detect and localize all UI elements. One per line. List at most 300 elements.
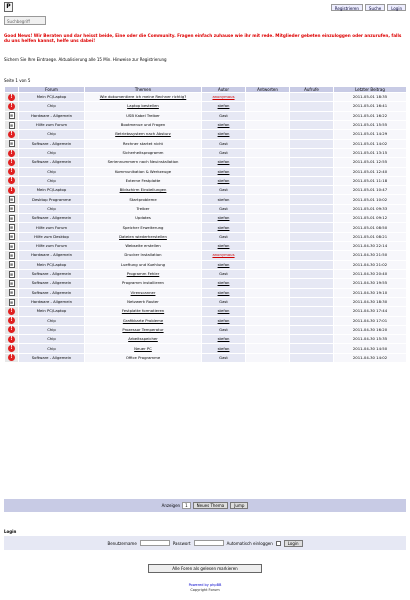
last-post-cell[interactable]: 2011-04-30 22:14 [334, 242, 407, 251]
author-link[interactable]: Gast [219, 271, 228, 277]
author-link[interactable]: stefan [217, 317, 230, 323]
author-link[interactable]: Gast [219, 299, 228, 305]
topic-link[interactable]: Startprobleme [129, 196, 157, 202]
forum-link[interactable]: Chip [47, 336, 56, 342]
author-cell[interactable] [202, 325, 246, 334]
topic-link[interactable]: Updates [135, 215, 151, 221]
last-post-cell[interactable]: 2011-04-30 14:50 [334, 344, 407, 353]
last-post-cell[interactable]: 2011-05-01 14:02 [334, 139, 407, 148]
top-navigation [331, 4, 406, 11]
topic-cell[interactable] [85, 130, 202, 139]
author-cell[interactable] [202, 353, 246, 362]
forum-link[interactable]: Mein PC/Laptop [36, 94, 67, 100]
topic-cell[interactable] [85, 335, 202, 344]
topic-cell[interactable] [85, 186, 202, 195]
last-post-cell[interactable]: 2011-05-01 08:50 [334, 223, 407, 232]
answers-cell [246, 130, 290, 139]
hot-topic-icon: ! [8, 345, 15, 352]
author-link[interactable]: stefan [217, 131, 230, 137]
forum-cell[interactable] [19, 251, 85, 260]
topic-cell[interactable] [85, 232, 202, 241]
hot-topic-icon: ! [8, 159, 15, 166]
author-cell[interactable] [202, 307, 246, 316]
views-cell [290, 176, 334, 185]
forum-logo[interactable]: P [4, 2, 13, 12]
author-cell[interactable] [202, 130, 246, 139]
forum-link[interactable]: Software - Allgemein [31, 215, 72, 221]
answers-cell [246, 111, 290, 120]
row-icon-cell [5, 102, 19, 111]
jump-button[interactable]: Jump [230, 502, 248, 509]
forum-cell[interactable] [19, 102, 85, 111]
forum-link[interactable]: Software - Allgemein [31, 289, 72, 295]
author-link[interactable]: Gast [219, 326, 228, 332]
last-post-cell[interactable]: 2011-05-01 11:18 [334, 176, 407, 185]
author-link[interactable]: stefan [217, 168, 230, 174]
topic-link[interactable]: Sicherheitsprogramm [122, 150, 164, 156]
author-link[interactable]: Gast [219, 354, 228, 360]
password-label: Passwort [172, 540, 191, 546]
topic-link[interactable]: Bootmenue und Fragen [120, 122, 166, 128]
table-row [5, 195, 407, 204]
topic-link[interactable]: Lueftung und Kuehlung [120, 261, 166, 267]
topic-cell[interactable] [85, 223, 202, 232]
row-icon-cell [5, 139, 19, 148]
topic-cell[interactable] [85, 120, 202, 129]
register-link[interactable]: Registrieren [331, 4, 363, 11]
last-post-cell[interactable]: 2011-05-01 14:29 [334, 130, 407, 139]
views-cell [290, 232, 334, 241]
author-cell[interactable] [202, 176, 246, 185]
views-cell [290, 120, 334, 129]
row-icon-cell [5, 260, 19, 269]
forum-cell[interactable] [19, 260, 85, 269]
topic-link[interactable]: Rechner startet nicht [122, 140, 164, 146]
author-cell[interactable] [202, 269, 246, 278]
table-row [5, 260, 407, 269]
answers-cell [246, 297, 290, 306]
author-cell[interactable] [202, 102, 246, 111]
forum-link[interactable]: Chip [47, 103, 56, 109]
author-cell[interactable] [202, 223, 246, 232]
author-link[interactable]: stefan [217, 261, 230, 267]
pagination[interactable]: Seite 1 von 5 [4, 78, 31, 83]
row-icon-cell [5, 186, 19, 195]
author-link[interactable]: stefan [217, 308, 230, 314]
forum-cell[interactable] [19, 335, 85, 344]
topic-cell[interactable] [85, 307, 202, 316]
forum-link[interactable]: Chip [47, 150, 56, 156]
notice-text: Good News! Wir Beraten und dar heisst beide, Eine oder die Community. Fragen einfach zuhause wie ihr mit rede. Mitglieder gebeten einzuloggen oder anzurufen, falls du uns helfen kannst, helfe uns dabei! [4, 33, 402, 43]
forum-cell[interactable] [19, 139, 85, 148]
forum-link[interactable]: Hardware - Allgemein [30, 112, 73, 118]
row-icon-cell [5, 353, 19, 362]
row-icon-cell [5, 158, 19, 167]
topic-cell[interactable] [85, 297, 202, 306]
last-post-cell[interactable]: 2011-04-30 16:20 [334, 325, 407, 334]
new-topic-button[interactable]: Neues Thema [193, 502, 229, 509]
answers-cell [246, 232, 290, 241]
answers-cell [246, 186, 290, 195]
last-post-cell[interactable]: 2011-05-01 10:02 [334, 195, 407, 204]
views-cell [290, 297, 334, 306]
document-icon: ≡ [9, 225, 14, 231]
views-cell [290, 269, 334, 278]
forum-cell[interactable] [19, 269, 85, 278]
forum-link[interactable]: Hilfe zum Forum [35, 122, 68, 128]
table-row [5, 307, 407, 316]
answers-cell [246, 251, 290, 260]
author-link[interactable]: stefan [217, 224, 230, 230]
table-row [5, 232, 407, 241]
topic-cell[interactable] [85, 158, 202, 167]
col-author: Autor [202, 87, 246, 93]
forum-link[interactable]: Mein PC/Laptop [36, 308, 67, 314]
answers-cell [246, 93, 290, 102]
last-post-cell[interactable]: 2011-05-01 15:55 [334, 120, 407, 129]
author-cell[interactable] [202, 139, 246, 148]
document-icon: ≡ [9, 290, 14, 296]
table-row [5, 242, 407, 251]
views-cell [290, 223, 334, 232]
topic-cell[interactable] [85, 251, 202, 260]
author-cell[interactable] [202, 335, 246, 344]
author-link[interactable]: anonymous [212, 252, 235, 258]
forum-link[interactable]: Mein PC/Laptop [36, 261, 67, 267]
author-cell[interactable] [202, 93, 246, 102]
table-row [5, 269, 407, 278]
author-cell[interactable] [202, 167, 246, 176]
topic-cell[interactable] [85, 325, 202, 334]
hot-topic-icon: ! [8, 336, 15, 343]
document-icon: ≡ [9, 122, 14, 128]
topic-cell[interactable] [85, 214, 202, 223]
forum-cell[interactable] [19, 242, 85, 251]
topic-link[interactable]: Drucker Installation [124, 252, 162, 258]
answers-cell [246, 344, 290, 353]
author-cell[interactable] [202, 242, 246, 251]
forum-link[interactable]: Hardware - Allgemein [30, 299, 73, 305]
forum-cell[interactable] [19, 111, 85, 120]
mark-read-button[interactable]: Alle Foren als gelesen markieren [148, 564, 262, 573]
table-row [5, 130, 407, 139]
topic-cell[interactable] [85, 344, 202, 353]
topic-cell[interactable] [85, 288, 202, 297]
forum-link[interactable]: Desktop Programme [32, 196, 71, 202]
forum-cell[interactable] [19, 325, 85, 334]
topic-cell[interactable] [85, 93, 202, 102]
topic-link[interactable]: Grafikkarte Probleme [122, 317, 164, 323]
author-link[interactable]: stefan [217, 280, 230, 286]
login-link[interactable]: Login [387, 4, 406, 11]
forum-link[interactable]: Chip [47, 168, 56, 174]
topic-cell[interactable] [85, 102, 202, 111]
last-post-cell[interactable]: 2011-04-30 14:02 [334, 353, 407, 362]
topic-link[interactable]: Kommunikation & Werkzeuge [114, 168, 172, 174]
topic-cell[interactable] [85, 176, 202, 185]
row-icon-cell [5, 269, 19, 278]
last-post-cell[interactable]: 2011-04-30 21:02 [334, 260, 407, 269]
views-cell [290, 204, 334, 213]
row-icon-cell [5, 120, 19, 129]
author-cell[interactable] [202, 316, 246, 325]
topic-link[interactable]: Wie dokumentiere ich meine Rechner richtig? [99, 94, 187, 100]
author-cell[interactable] [202, 251, 246, 260]
topics-table [4, 86, 407, 363]
display-select[interactable]: 1 [182, 502, 191, 509]
topic-cell[interactable] [85, 260, 202, 269]
last-post-cell[interactable]: 2011-05-01 18:35 [334, 93, 407, 102]
forum-link[interactable]: Chip [47, 317, 56, 323]
forum-cell[interactable] [19, 167, 85, 176]
hot-topic-icon: ! [8, 187, 15, 194]
row-icon-cell [5, 204, 19, 213]
forum-cell[interactable] [19, 307, 85, 316]
forum-cell[interactable] [19, 223, 85, 232]
search-link[interactable]: Suche [365, 4, 385, 11]
author-link[interactable]: Gast [219, 187, 228, 193]
last-post-cell[interactable]: 2011-05-01 12:55 [334, 158, 407, 167]
topic-link[interactable]: Arbeitsspeicher [128, 336, 158, 342]
author-cell[interactable] [202, 186, 246, 195]
author-link[interactable]: stefan [217, 243, 230, 249]
author-link[interactable]: anonymous [212, 94, 235, 100]
topic-cell[interactable] [85, 195, 202, 204]
col-views: Aufrufe [290, 87, 334, 93]
forum-cell[interactable] [19, 130, 85, 139]
topic-link[interactable]: Neuer PC [134, 345, 152, 351]
last-post-cell[interactable]: 2011-05-01 08:21 [334, 232, 407, 241]
row-icon-cell [5, 232, 19, 241]
topic-cell[interactable] [85, 316, 202, 325]
topic-cell[interactable] [85, 353, 202, 362]
forum-cell[interactable] [19, 186, 85, 195]
forum-cell[interactable] [19, 176, 85, 185]
forum-link[interactable]: Software - Allgemein [31, 354, 72, 360]
topic-link[interactable]: Dateien wiederherstellen [119, 233, 167, 239]
hot-topic-icon: ! [8, 150, 15, 157]
forum-link[interactable]: Chip [47, 345, 56, 351]
topic-link[interactable]: Treiber [136, 205, 150, 211]
topic-cell[interactable] [85, 269, 202, 278]
forum-link[interactable]: Hilfe zum Forum [35, 224, 68, 230]
last-post-cell[interactable]: 2011-04-30 17:01 [334, 316, 407, 325]
forum-link[interactable]: Hilfe zum Desktop [34, 233, 69, 239]
hot-topic-icon: ! [8, 94, 15, 101]
forum-link[interactable]: Hardware - Allgemein [30, 252, 73, 258]
forum-cell[interactable] [19, 344, 85, 353]
forum-link[interactable]: Chip [47, 177, 56, 183]
document-icon: ≡ [9, 113, 14, 119]
views-cell [290, 325, 334, 334]
answers-cell [246, 269, 290, 278]
username-field[interactable] [140, 540, 170, 546]
topic-link[interactable]: USB Kabel Treiber [126, 112, 160, 118]
forum-cell[interactable] [19, 158, 85, 167]
topic-link[interactable]: Laptop bestellen [127, 103, 159, 109]
forum-cell[interactable] [19, 297, 85, 306]
views-cell [290, 148, 334, 157]
topic-link[interactable]: Webseite erstellen [125, 243, 161, 249]
author-cell[interactable] [202, 148, 246, 157]
author-link[interactable]: stefan [217, 103, 230, 109]
last-post-cell[interactable]: 2011-04-30 19:10 [334, 288, 407, 297]
topic-cell[interactable] [85, 148, 202, 157]
author-link[interactable]: Gast [219, 233, 228, 239]
author-cell[interactable] [202, 297, 246, 306]
answers-cell [246, 214, 290, 223]
table-row [5, 148, 407, 157]
last-post-cell[interactable]: 2011-05-01 13:15 [334, 148, 407, 157]
author-link[interactable]: stefan [217, 345, 230, 351]
last-post-cell[interactable]: 2011-05-01 16:41 [334, 102, 407, 111]
row-icon-cell [5, 167, 19, 176]
author-link[interactable]: stefan [217, 336, 230, 342]
forum-cell[interactable] [19, 214, 85, 223]
row-icon-cell [5, 130, 19, 139]
table-row [5, 251, 407, 260]
answers-cell [246, 316, 290, 325]
author-cell[interactable] [202, 195, 246, 204]
author-cell[interactable] [202, 111, 246, 120]
last-post-cell[interactable]: 2011-04-30 20:40 [334, 269, 407, 278]
author-cell[interactable] [202, 279, 246, 288]
author-cell[interactable] [202, 260, 246, 269]
answers-cell [246, 204, 290, 213]
topic-cell[interactable] [85, 204, 202, 213]
document-icon: ≡ [9, 262, 14, 268]
views-cell [290, 242, 334, 251]
topic-link[interactable]: Netzwerk Router [127, 299, 159, 305]
author-cell[interactable] [202, 204, 246, 213]
forum-cell[interactable] [19, 93, 85, 102]
row-icon-cell [5, 335, 19, 344]
answers-cell [246, 148, 290, 157]
topic-cell[interactable] [85, 139, 202, 148]
topic-link[interactable]: Programm Fehler [126, 271, 160, 277]
last-post-cell[interactable]: 2011-04-30 17:44 [334, 307, 407, 316]
table-row [5, 353, 407, 362]
forum-cell[interactable] [19, 288, 85, 297]
answers-cell [246, 288, 290, 297]
intro-text: Sichern Sie Ihre Eintraege. Aktualisierung alle 15 Min. Hinweise zur Registrierung [4, 57, 167, 62]
forum-link[interactable]: Software - Allgemein [31, 140, 72, 146]
topic-link[interactable]: Externe Festplatte [125, 177, 161, 183]
author-cell[interactable] [202, 288, 246, 297]
author-link[interactable]: Gast [219, 205, 228, 211]
author-link[interactable]: Gast [219, 140, 228, 146]
table-row [5, 316, 407, 325]
answers-cell [246, 102, 290, 111]
login-button[interactable]: Login [284, 540, 303, 547]
last-post-cell[interactable]: 2011-05-01 09:33 [334, 204, 407, 213]
forum-cell[interactable] [19, 353, 85, 362]
author-cell[interactable] [202, 232, 246, 241]
topic-link[interactable]: Prozessor Temperatur [122, 326, 164, 332]
author-cell[interactable] [202, 158, 246, 167]
answers-cell [246, 307, 290, 316]
forum-cell[interactable] [19, 279, 85, 288]
topic-cell[interactable] [85, 279, 202, 288]
topic-link[interactable]: Virenscanner [130, 289, 156, 295]
last-post-cell[interactable]: 2011-04-30 18:30 [334, 297, 407, 306]
hot-topic-icon: ! [8, 326, 15, 333]
last-post-cell[interactable]: 2011-04-30 21:50 [334, 251, 407, 260]
row-icon-cell [5, 111, 19, 120]
topic-cell[interactable] [85, 242, 202, 251]
forum-link[interactable]: Mein PC/Laptop [36, 187, 67, 193]
topic-cell[interactable] [85, 111, 202, 120]
last-post-cell[interactable]: 2011-04-30 15:35 [334, 335, 407, 344]
forum-cell[interactable] [19, 195, 85, 204]
last-post-cell[interactable]: 2011-05-01 10:47 [334, 186, 407, 195]
views-cell [290, 186, 334, 195]
topic-link[interactable]: Office Programme [125, 354, 161, 360]
table-row [5, 158, 407, 167]
forum-cell[interactable] [19, 232, 85, 241]
forum-cell[interactable] [19, 120, 85, 129]
forum-link[interactable]: Chip [47, 131, 56, 137]
last-post-cell[interactable]: 2011-05-01 09:12 [334, 214, 407, 223]
topic-link[interactable]: Speicher Erweiterung [122, 224, 164, 230]
powered-by-link[interactable]: Powered by phpBB [188, 583, 222, 587]
forum-link[interactable]: Software - Allgemein [31, 280, 72, 286]
topic-cell[interactable] [85, 167, 202, 176]
autologin-checkbox[interactable] [276, 541, 281, 546]
author-link[interactable]: stefan [217, 215, 230, 221]
topic-link[interactable]: Bildschirm Einstellungen [119, 187, 167, 193]
topic-link[interactable]: Festplatte formatieren [121, 308, 165, 314]
author-link[interactable]: stefan [217, 122, 230, 128]
author-link[interactable]: stefan [217, 196, 230, 202]
author-cell[interactable] [202, 214, 246, 223]
topic-link[interactable]: Betriebssystem nach Absturz [115, 131, 171, 137]
login-row [4, 536, 406, 550]
forum-link[interactable]: Chip [47, 205, 56, 211]
hot-topic-icon: ! [8, 168, 15, 175]
table-row [5, 297, 407, 306]
last-post-cell[interactable]: 2011-04-30 19:55 [334, 279, 407, 288]
author-link[interactable]: stefan [217, 289, 230, 295]
forum-cell[interactable] [19, 316, 85, 325]
author-link[interactable]: Gast [219, 150, 228, 156]
views-cell [290, 102, 334, 111]
last-post-cell[interactable]: 2011-05-01 16:22 [334, 111, 407, 120]
forum-link[interactable]: Chip [47, 326, 56, 332]
topic-link[interactable]: Programm installieren [122, 280, 164, 286]
document-icon: ≡ [9, 243, 14, 249]
table-row [5, 344, 407, 353]
password-field[interactable] [194, 540, 224, 546]
topic-link[interactable]: Seriennummern nach Neuinstallation [107, 159, 179, 165]
author-link[interactable]: stefan [217, 177, 230, 183]
forum-cell[interactable] [19, 148, 85, 157]
views-cell [290, 195, 334, 204]
forum-link[interactable]: Software - Allgemein [31, 159, 72, 165]
forum-link[interactable]: Hilfe zum Forum [35, 243, 68, 249]
answers-cell [246, 167, 290, 176]
search-input[interactable]: Suchbegriff [4, 16, 46, 25]
author-cell[interactable] [202, 344, 246, 353]
forum-cell[interactable] [19, 204, 85, 213]
document-icon: ≡ [9, 197, 14, 203]
table-row [5, 335, 407, 344]
last-post-cell[interactable]: 2011-05-01 12:40 [334, 167, 407, 176]
forum-link[interactable]: Software - Allgemein [31, 271, 72, 277]
author-link[interactable]: Gast [219, 112, 228, 118]
author-link[interactable]: stefan [217, 159, 230, 165]
author-cell[interactable] [202, 120, 246, 129]
